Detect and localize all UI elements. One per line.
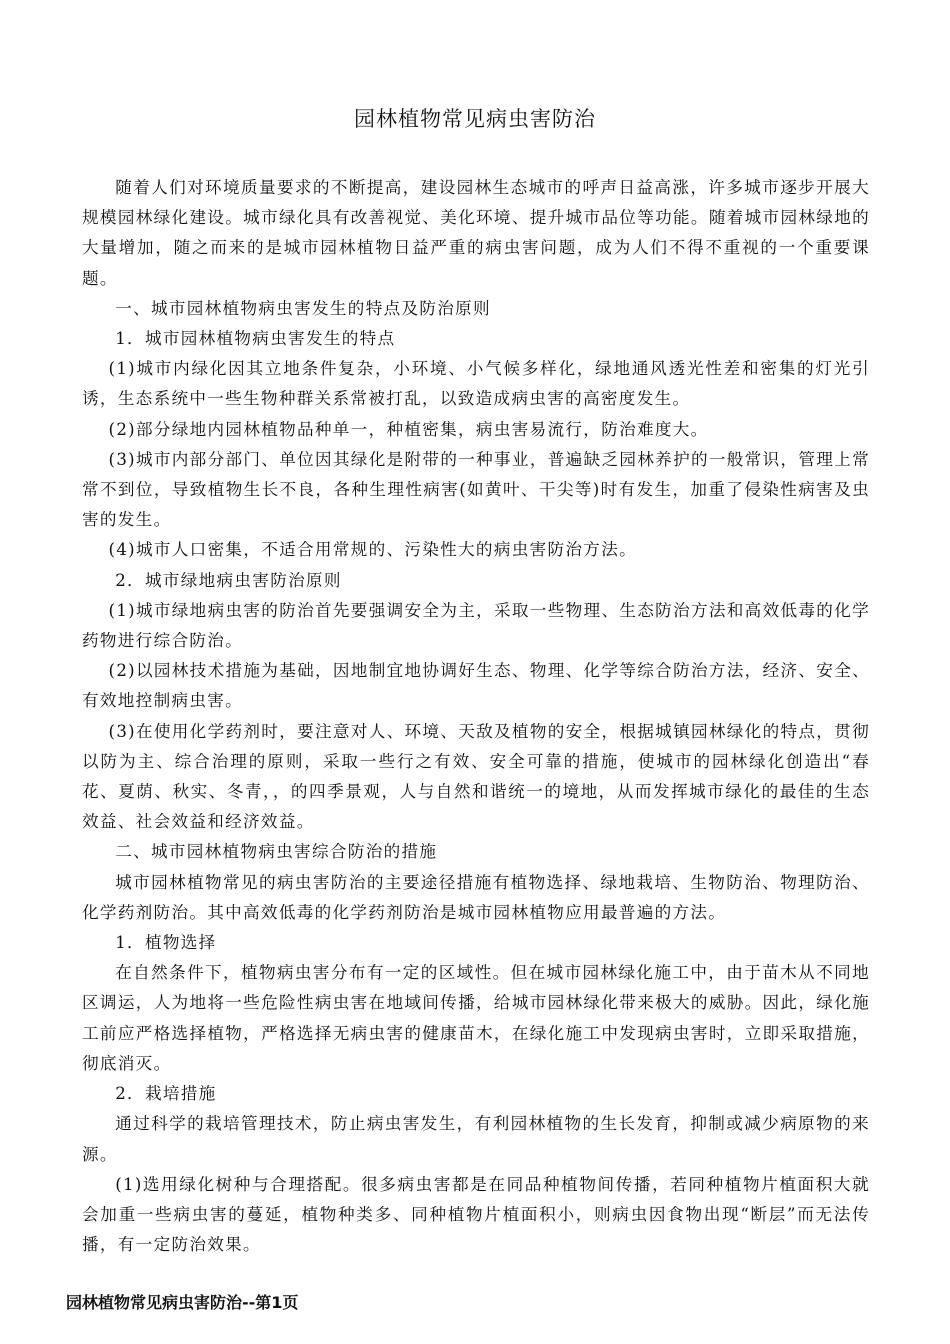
subsection-heading-2-2: 2．栽培措施 xyxy=(115,1084,217,1104)
paragraph-1-1-2: (2)部分绿地内园林植物品种单一，种植密集，病虫害易流行，防治难度大。 xyxy=(108,419,709,439)
subsection-heading-1-1: 1．城市园林植物病虫害发生的特点 xyxy=(115,329,396,349)
paragraph-2-1: 在自然条件下，植物病虫害分布有一定的区域性。但在城市园林绿化施工中，由于苗木从不同地区调运，人为地将一些危险性病虫害在地域间传播，给城市园林绿化带来极大的威胁。因此，绿化施工前应严格选择植物，严格选择无病虫害的健康苗木，在绿化施工中发现病虫害时，立即采取措施，彻底消灭。 xyxy=(82,963,870,1073)
intro-paragraph: 随着人们对环境质量要求的不断提高，建设园林生态城市的呼声日益高涨，许多城市逐步开展大规模园林绿化建设。城市绿化具有改善视觉、美化环境、提升城市品位等功能。随着城市园林绿地的大量增加，随之而来的是城市园林植物日益严重的病虫害问题，成为人们不得不重视的一个重要课题。 xyxy=(82,178,870,288)
subsection-heading-2-1: 1．植物选择 xyxy=(115,933,217,953)
page-footer: 园林植物常见病虫害防治--第1页 xyxy=(66,1293,299,1312)
paragraph-1-2-2: (2)以园林技术措施为基础，因地制宜地协调好生态、物理、化学等综合防治方法，经济、安全、有效地控制病虫害。 xyxy=(82,661,870,711)
document-title: 园林植物常见病虫害防治 xyxy=(354,107,596,131)
paragraph-1-1-4: (4)城市人口密集，不适合用常规的、污染性大的病虫害防治方法。 xyxy=(108,540,637,560)
subsection-heading-1-2: 2．城市绿地病虫害防治原则 xyxy=(115,570,342,590)
paragraph-1-1-1: (1)城市内绿化因其立地条件复杂，小环境、小气候多样化，绿地通风透光性差和密集的灯光引诱，生态系统中一些生物种群关系常被打乱，以致造成病虫害的高密度发生。 xyxy=(82,359,870,409)
paragraph-1-2-3: (3)在使用化学药剂时，要注意对人、环境、天敌及植物的安全，根据城镇园林绿化的特点，贯彻以防为主、综合治理的原则，采取一些行之有效、安全可靠的措施，使城市的园林绿化创造出“春花、夏荫、秋实、冬青，，的四季景观，人与自然和谐统一的境地，从而发挥城市绿化的最佳的生态效益、社会效益和经济效益。 xyxy=(82,721,870,832)
section-heading-2: 二、城市园林植物病虫害综合防治的措施 xyxy=(115,842,438,862)
paragraph-1-2-1: (1)城市绿地病虫害的防治首先要强调安全为主，采取一些物理、生态防治方法和高效低毒的化学药物进行综合防治。 xyxy=(82,600,870,651)
section-heading-1: 一、城市园林植物病虫害发生的特点及防治原则 xyxy=(115,298,491,318)
document-body xyxy=(82,173,870,1260)
paragraph-2-2-1: (1)选用绿化树种与合理搭配。很多病虫害都是在同品种植物间传播，若同种植物片植面积大就会加重一些病虫害的蔓延，植物种类多、同种植物片植面积小，则病虫因食物出现“断层”而无法传播，有一定防治效果。 xyxy=(82,1174,870,1255)
paragraph-1-1-3: (3)城市内部分部门、单位因其绿化是附带的一种事业，普遍缺乏园林养护的一般常识，管理上常常不到位，导致植物生长不良，各种生理性病害(如黄叶、干尖等)时有发生，加重了侵染性病害及虫害的发生。 xyxy=(82,449,870,530)
paragraph-2-intro: 城市园林植物常见的病虫害防治的主要途径措施有植物选择、绿地栽培、生物防治、物理防治、化学药剂防治。其中高效低毒的化学药剂防治是城市园林植物应用最普遍的方法。 xyxy=(82,872,870,922)
paragraph-2-2: 通过科学的栽培管理技术，防止病虫害发生，有利园林植物的生长发育，抑制或减少病原物的来源。 xyxy=(82,1114,870,1164)
